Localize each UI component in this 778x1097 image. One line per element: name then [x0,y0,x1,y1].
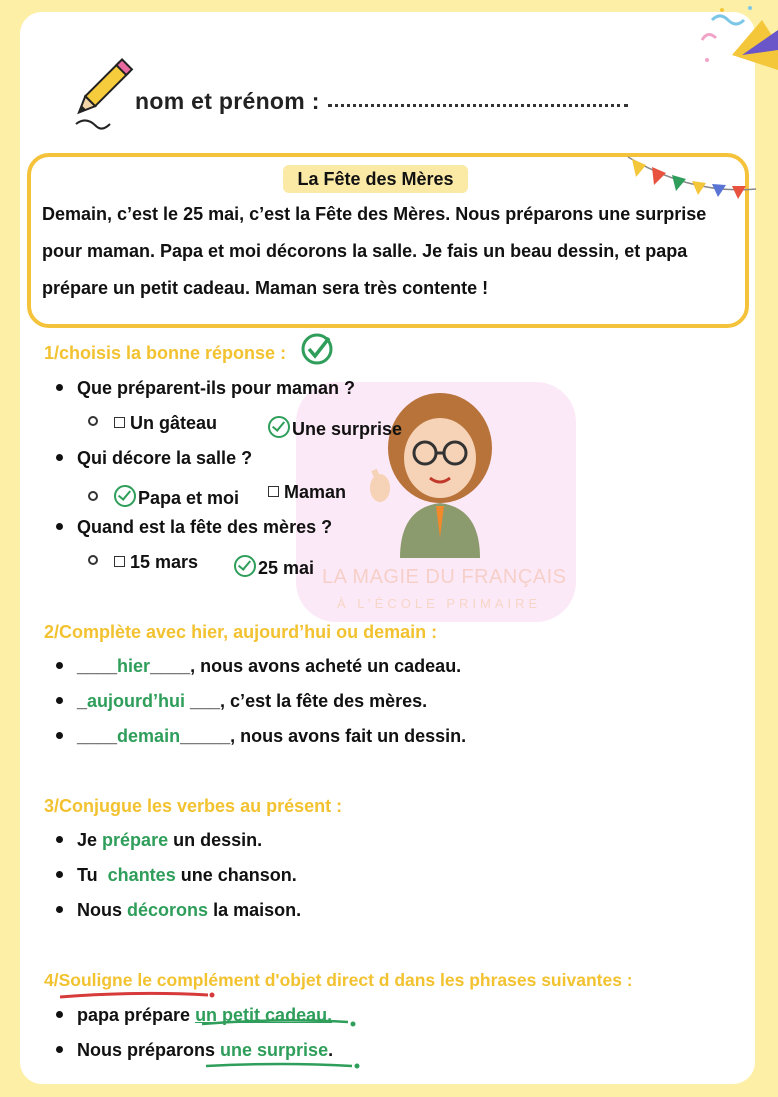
option-checkbox[interactable] [268,486,279,497]
answer-text[interactable]: aujourd’hui [87,691,186,711]
bullet [56,523,63,530]
question-text: Qui décore la salle ? [77,448,253,468]
section1-question-2 [56,448,252,469]
bullet [56,871,63,878]
section4-title: 4/Souligne le complément d'objet direct d dans les phrases suivantes : [44,970,633,990]
section1-options-1b [268,413,402,440]
section1-options-3b [234,552,314,579]
sub-bullet [88,555,98,565]
subject: Je [77,830,98,850]
sentence-rest: la maison. [213,900,302,920]
option-label: Maman [284,482,347,502]
verb-answer[interactable]: chantes [107,865,176,885]
verb-answer[interactable]: prépare [102,830,169,850]
verb-answer[interactable]: décorons [127,900,209,920]
bullet [56,662,63,669]
section2-item-1 [56,656,461,677]
cod-answer[interactable]: un petit cadeau. [195,1005,333,1025]
name-dotted-line [328,104,628,107]
answer-text[interactable]: demain [117,726,181,746]
name-field[interactable] [135,88,628,115]
question-text: Quand est la fête des mères ? [77,517,333,537]
bullet [56,732,63,739]
section2-item-3 [56,726,466,747]
bullet [56,906,63,913]
option-label: 15 mars [130,552,199,572]
story-text: Demain, c’est le 25 mai, c’est la Fête des Mères. Nous préparons une surprise pour maman. Papa et moi décorons la salle. Je fais un beau dessin, et papa prépare un petit cadeau. Maman sera très contente ! [42,204,707,298]
bullet [56,1046,63,1053]
option-label: Un gâteau [130,413,218,433]
section3-item-2 [56,865,297,886]
sentence-rest: ___, c’est la fête des mères. [185,691,428,711]
bullet [56,1011,63,1018]
watermark-title: LA MAGIE DU FRANÇAIS [322,566,567,588]
sentence-rest: _____, nous avons fait un dessin. [180,726,467,746]
section3-item-3 [56,900,301,921]
sentence-start: papa prépare [77,1005,191,1025]
cod-answer[interactable]: une surprise [220,1040,329,1060]
bullet [56,697,63,704]
bullet [56,836,63,843]
story-title: La Fête des Mères [283,165,468,193]
checked-icon[interactable] [234,555,256,577]
section1-question-1 [56,378,355,399]
answer-text[interactable]: hier [117,656,151,676]
sub-bullet [88,416,98,426]
section2-item-2 [56,691,427,712]
subject: Tu [77,865,98,885]
section3-item-1 [56,830,262,851]
section1-title: 1/choisis la bonne réponse : [44,343,287,363]
red-underline-mark [58,990,216,1000]
section1-options-2b [268,482,346,503]
section1-options-2 [88,482,239,509]
option-label: 25 mai [258,558,315,578]
blank: ____ [77,726,118,746]
watermark-subtitle: À L’ÉCOLE PRIMAIRE [337,596,542,611]
subject: Nous [77,900,122,920]
checked-icon[interactable] [114,485,136,507]
question-text: Que préparent-ils pour maman ? [77,378,356,398]
option-checkbox[interactable] [114,556,125,567]
sentence-end: . [328,1040,334,1060]
name-label: nom et prénom : [135,88,320,114]
check-circle-icon [300,332,334,366]
sub-bullet [88,491,98,501]
confetti-icon [692,0,778,86]
section1-options-1 [88,413,217,434]
green-underline-mark [198,1016,358,1030]
section2-title: 2/Complète avec hier, aujourd’hui ou demain : [44,622,438,642]
section3-title: 3/Conjugue les verbes au présent : [44,796,343,816]
pencil-icon [58,52,138,132]
sentence-rest: une chanson. [180,865,297,885]
option-label: Une surprise [292,419,403,439]
sentence-rest: un dessin. [173,830,263,850]
option-label: Papa et moi [138,488,240,508]
bullet [56,454,63,461]
sentence-rest: ____, nous avons acheté un cadeau. [150,656,462,676]
checked-icon[interactable] [268,416,290,438]
section1-options-3 [88,552,198,573]
blank: _ [77,691,88,711]
sentence-start: Nous préparons [77,1040,216,1060]
section1-question-3 [56,517,332,538]
blank: ____ [77,656,118,676]
option-checkbox[interactable] [114,417,125,428]
green-underline-mark-2 [202,1058,362,1072]
bullet [56,384,63,391]
